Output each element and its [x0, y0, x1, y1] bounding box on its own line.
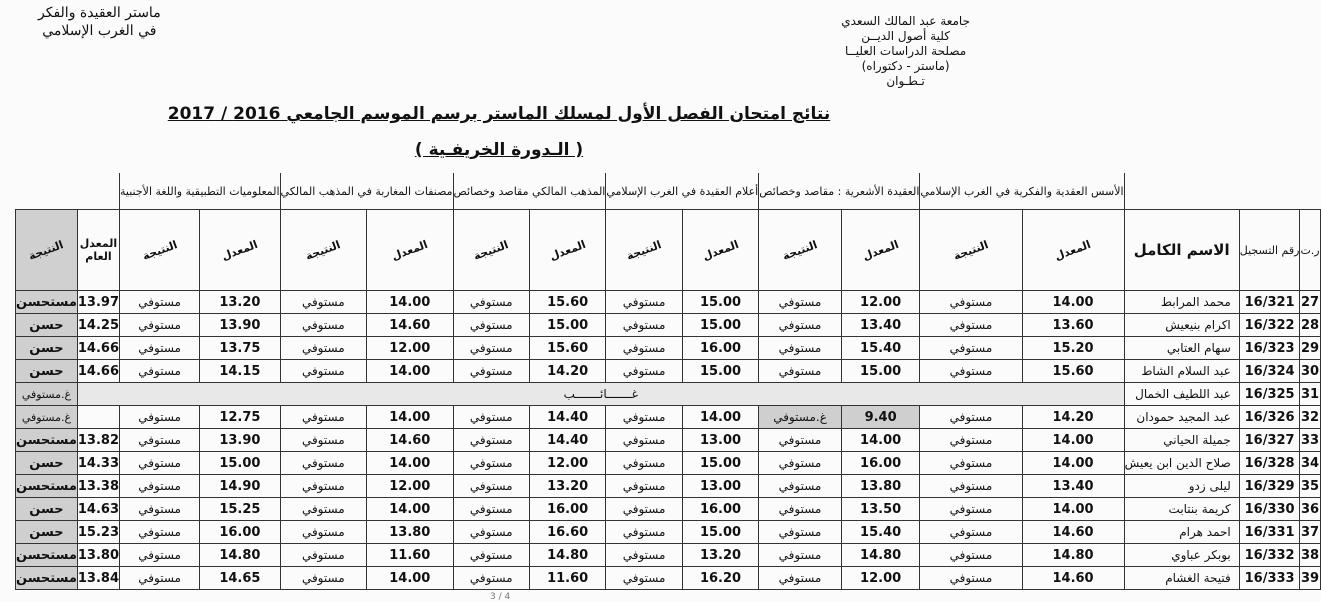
header-line-0: ماستر العقيدة والفكر	[38, 5, 161, 21]
table-row	[16, 567, 1321, 590]
grade-label: المعدل	[860, 237, 901, 263]
module-grade: 13.00	[682, 475, 758, 498]
module-result: مستوفي	[280, 498, 367, 521]
blank-corner-2	[16, 173, 120, 210]
program-header	[38, 4, 161, 40]
module-grade: 15.00	[682, 291, 758, 314]
col-grade	[1022, 210, 1124, 291]
student-name: عبد السلام الشاط	[1124, 360, 1239, 383]
final-result: مستحسن	[16, 475, 78, 498]
col-name: الاسم الكامل	[1124, 210, 1239, 291]
final-result: غ.مستوفي	[16, 383, 78, 406]
module-grade: 14.80	[1022, 544, 1124, 567]
final-result: مستحسن	[16, 544, 78, 567]
general-average: 14.33	[77, 452, 119, 475]
registration-number: 16/332	[1239, 544, 1300, 567]
row-number: 37	[1300, 521, 1320, 544]
grade-label: المعدل	[1053, 237, 1093, 263]
module-result: مستوفي	[280, 475, 367, 498]
module-result: مستوفي	[759, 429, 842, 452]
final-result: حسن	[16, 360, 78, 383]
module-result: مستوفي	[606, 337, 682, 360]
module-result: مستوفي	[120, 406, 200, 429]
registration-number: 16/324	[1239, 360, 1300, 383]
col-result	[920, 210, 1022, 291]
module-result: مستوفي	[453, 406, 529, 429]
module-result: مستوفي	[759, 498, 842, 521]
final-result: مستحسن	[16, 291, 78, 314]
row-number: 31	[1300, 383, 1320, 406]
module-result: مستوفي	[453, 498, 529, 521]
module-grade: 14.00	[1022, 498, 1124, 521]
university-header	[841, 14, 970, 89]
row-number: 36	[1300, 498, 1320, 521]
module-result: مستوفي	[920, 567, 1022, 590]
module-result: مستوفي	[920, 360, 1022, 383]
module-result: مستوفي	[759, 475, 842, 498]
module-result: مستوفي	[606, 521, 682, 544]
module-grade: 9.40	[841, 406, 920, 429]
general-average: 15.23	[77, 521, 119, 544]
module-result: مستوفي	[280, 521, 367, 544]
student-name: اكرام بنيعيش	[1124, 314, 1239, 337]
module-grade: 15.00	[529, 314, 605, 337]
header-line-1: في الغرب الإسلامي	[42, 23, 157, 39]
module-grade: 15.40	[841, 337, 920, 360]
general-average	[77, 406, 119, 429]
result-label: النتيجة	[780, 237, 820, 263]
col-num: ر.ت	[1300, 210, 1320, 291]
result-label: النتيجة	[472, 237, 511, 263]
grade-label: المعدل	[547, 237, 588, 263]
general-average: 13.82	[77, 429, 119, 452]
student-name: سهام العتابي	[1124, 337, 1239, 360]
row-number: 27	[1300, 291, 1320, 314]
col-final-result	[16, 210, 78, 291]
module-result: مستوفي	[759, 521, 842, 544]
registration-number: 16/323	[1239, 337, 1300, 360]
result-label: النتيجة	[304, 237, 343, 263]
module-grade: 15.60	[1022, 360, 1124, 383]
module-grade: 14.65	[200, 567, 280, 590]
final-result-label: النتيجة	[27, 237, 66, 263]
table-row	[16, 406, 1321, 429]
module-result: مستوفي	[120, 498, 200, 521]
module-result: مستوفي	[920, 452, 1022, 475]
col-result	[280, 210, 367, 291]
module-grade: 13.90	[200, 429, 280, 452]
module-grade: 12.00	[841, 567, 920, 590]
module-grade: 15.00	[682, 452, 758, 475]
registration-number: 16/329	[1239, 475, 1300, 498]
module-result: مستوفي	[920, 314, 1022, 337]
module-grade: 12.00	[367, 475, 454, 498]
module-result: مستوفي	[920, 521, 1022, 544]
module-grade: 15.25	[200, 498, 280, 521]
module-grade: 13.60	[1022, 314, 1124, 337]
module-grade: 14.00	[1022, 291, 1124, 314]
student-name: محمد المرابط	[1124, 291, 1239, 314]
row-number: 30	[1300, 360, 1320, 383]
header-line-2: مصلحة الدراسات العليــا	[845, 44, 967, 58]
table-row	[16, 452, 1321, 475]
col-reg: رقم التسجيل	[1239, 210, 1300, 291]
module-result: مستوفي	[920, 406, 1022, 429]
module-result: مستوفي	[453, 314, 529, 337]
table-row	[16, 429, 1321, 452]
module-grade: 13.20	[529, 475, 605, 498]
module-result: مستوفي	[280, 567, 367, 590]
table-row	[16, 383, 1321, 406]
general-average: 14.63	[77, 498, 119, 521]
module-result: مستوفي	[920, 337, 1022, 360]
grade-label: المعدل	[220, 237, 260, 263]
module-grade: 14.20	[1022, 406, 1124, 429]
module-result: مستوفي	[606, 314, 682, 337]
module-grade: 16.00	[529, 498, 605, 521]
module-grade: 14.00	[1022, 452, 1124, 475]
module-grade: 15.00	[200, 452, 280, 475]
module-grade: 11.60	[529, 567, 605, 590]
module-result: مستوفي	[120, 429, 200, 452]
module-grade: 13.00	[682, 429, 758, 452]
page-number: 3 / 4	[490, 592, 511, 602]
module-grade: 13.50	[841, 498, 920, 521]
module-header-2: العقيدة الأشعرية : مقاصد وخصائص	[759, 173, 920, 210]
row-number: 28	[1300, 314, 1320, 337]
module-result: مستوفي	[120, 475, 200, 498]
row-number: 38	[1300, 544, 1320, 567]
module-result: مستوفي	[120, 567, 200, 590]
final-result: مستحسن	[16, 429, 78, 452]
module-grade: 15.00	[682, 521, 758, 544]
module-result: مستوفي	[453, 337, 529, 360]
general-average: 14.25	[77, 314, 119, 337]
table-row	[16, 360, 1321, 383]
final-result: غ.مستوفي	[16, 406, 78, 429]
row-number: 29	[1300, 337, 1320, 360]
module-grade: 13.90	[200, 314, 280, 337]
module-result: مستوفي	[606, 567, 682, 590]
table-row	[16, 498, 1321, 521]
general-average: 14.66	[77, 337, 119, 360]
module-result: مستوفي	[759, 314, 842, 337]
col-grade	[841, 210, 920, 291]
row-number: 33	[1300, 429, 1320, 452]
col-grade	[200, 210, 280, 291]
final-result: حسن	[16, 314, 78, 337]
module-grade: 15.00	[682, 314, 758, 337]
module-result: مستوفي	[606, 498, 682, 521]
module-result: مستوفي	[120, 337, 200, 360]
module-grade: 13.80	[367, 521, 454, 544]
module-header-5: مصنفات المغاربة في المذهب المالكي	[280, 173, 453, 210]
module-grade: 15.60	[529, 337, 605, 360]
col-result	[453, 210, 529, 291]
module-result: مستوفي	[120, 291, 200, 314]
general-average: 13.38	[77, 475, 119, 498]
header-line-3: (ماستر - دكتوراه)	[861, 59, 950, 73]
module-result: مستوفي	[920, 544, 1022, 567]
final-result: حسن	[16, 521, 78, 544]
module-grade: 14.80	[200, 544, 280, 567]
module-grade: 13.20	[200, 291, 280, 314]
module-grade: 14.00	[367, 406, 454, 429]
module-result: مستوفي	[453, 567, 529, 590]
module-grade: 14.60	[367, 429, 454, 452]
module-result: مستوفي	[759, 452, 842, 475]
module-header-4: المذهب المالكي مقاصد وخصائص	[453, 173, 606, 210]
module-result: مستوفي	[606, 360, 682, 383]
table-row	[16, 337, 1321, 360]
module-grade: 14.60	[1022, 567, 1124, 590]
student-name: احمد هرام	[1124, 521, 1239, 544]
module-header-3: أعلام العقيدة في الغرب الإسلامي	[606, 173, 759, 210]
col-grade	[367, 210, 454, 291]
module-result: مستوفي	[606, 475, 682, 498]
general-average: 14.66	[77, 360, 119, 383]
module-result: مستوفي	[606, 544, 682, 567]
module-result: مستوفي	[453, 521, 529, 544]
module-result: مستوفي	[120, 360, 200, 383]
module-result: مستوفي	[280, 429, 367, 452]
registration-number: 16/331	[1239, 521, 1300, 544]
registration-number: 16/325	[1239, 383, 1300, 406]
module-result: مستوفي	[120, 544, 200, 567]
col-result	[606, 210, 682, 291]
document-title: نتائج امتحان الفصل الأول لمسلك الماستر برسم الموسم الجامعي 2016 / 2017	[167, 104, 831, 124]
general-average: 13.84	[77, 567, 119, 590]
module-grade: 14.00	[1022, 429, 1124, 452]
results-table	[15, 173, 1321, 590]
module-grade: 14.60	[1022, 521, 1124, 544]
module-grade: 14.00	[682, 406, 758, 429]
module-grade: 12.00	[367, 337, 454, 360]
module-grade: 14.90	[200, 475, 280, 498]
document-subtitle: ( الـدورة الخريفـية )	[414, 140, 584, 160]
registration-number: 16/326	[1239, 406, 1300, 429]
table-row	[16, 544, 1321, 567]
module-grade: 14.80	[529, 544, 605, 567]
registration-number: 16/328	[1239, 452, 1300, 475]
header-line-1: كلية أصول الديــن	[861, 29, 950, 43]
module-result: مستوفي	[759, 291, 842, 314]
module-grade: 13.40	[1022, 475, 1124, 498]
module-result: مستوفي	[280, 314, 367, 337]
result-label: النتيجة	[951, 237, 991, 263]
module-grade: 14.00	[367, 567, 454, 590]
row-number: 35	[1300, 475, 1320, 498]
col-grade	[529, 210, 605, 291]
registration-number: 16/322	[1239, 314, 1300, 337]
registration-number: 16/321	[1239, 291, 1300, 314]
final-result: حسن	[16, 452, 78, 475]
module-grade: 12.00	[529, 452, 605, 475]
table-row	[16, 314, 1321, 337]
module-grade: 14.40	[529, 406, 605, 429]
module-grade: 12.00	[841, 291, 920, 314]
module-result: مستوفي	[120, 314, 200, 337]
module-grade: 12.75	[200, 406, 280, 429]
grade-label: المعدل	[700, 237, 741, 263]
module-result: مستوفي	[453, 475, 529, 498]
module-result: مستوفي	[280, 406, 367, 429]
general-average: 13.80	[77, 544, 119, 567]
col-result	[120, 210, 200, 291]
student-name: عبد اللطيف الخمال	[1124, 383, 1239, 406]
module-result: مستوفي	[453, 291, 529, 314]
module-result: مستوفي	[759, 544, 842, 567]
student-name: عبد المجيد حمودان	[1124, 406, 1239, 429]
module-grade: 14.40	[529, 429, 605, 452]
module-grade: 16.00	[682, 498, 758, 521]
header-line-0: جامعة عبد المالك السعدي	[841, 14, 970, 28]
module-result: مستوفي	[920, 475, 1022, 498]
student-name: فتيحة الغشام	[1124, 567, 1239, 590]
module-result: مستوفي	[280, 291, 367, 314]
module-grade: 14.80	[841, 544, 920, 567]
module-grade: 14.20	[529, 360, 605, 383]
module-grade: 14.60	[367, 314, 454, 337]
general-average: 13.97	[77, 291, 119, 314]
col-result	[759, 210, 842, 291]
table-row	[16, 521, 1321, 544]
student-name: كريمة بنتابت	[1124, 498, 1239, 521]
absent-cell: غـــــــائـــــــب	[77, 383, 1124, 406]
result-label: النتيجة	[140, 237, 179, 263]
module-grade: 16.20	[682, 567, 758, 590]
module-result: مستوفي	[280, 337, 367, 360]
module-grade: 11.60	[367, 544, 454, 567]
module-result: مستوفي	[280, 544, 367, 567]
module-grade: 14.15	[200, 360, 280, 383]
module-result: مستوفي	[920, 498, 1022, 521]
module-grade: 14.00	[367, 291, 454, 314]
module-grade: 14.00	[367, 452, 454, 475]
final-result: حسن	[16, 337, 78, 360]
module-grade: 16.00	[841, 452, 920, 475]
module-header-1: الأسس العقدية والفكرية في الغرب الإسلامي	[920, 173, 1124, 210]
module-result: مستوفي	[120, 452, 200, 475]
module-grade: 15.00	[682, 360, 758, 383]
module-result: مستوفي	[920, 291, 1022, 314]
module-result: مستوفي	[606, 452, 682, 475]
module-grade: 16.60	[529, 521, 605, 544]
module-result: مستوفي	[453, 452, 529, 475]
module-grade: 14.00	[367, 360, 454, 383]
module-result: غ.مستوفي	[759, 406, 842, 429]
module-grade: 15.20	[1022, 337, 1124, 360]
module-result: مستوفي	[280, 452, 367, 475]
module-grade: 16.00	[682, 337, 758, 360]
blank-corner	[1124, 173, 1320, 210]
module-result: مستوفي	[453, 429, 529, 452]
module-header-6: المعلوميات التطبيقية واللغة الأجنبية	[120, 173, 281, 210]
col-grade	[682, 210, 758, 291]
final-result: حسن	[16, 498, 78, 521]
module-grade: 15.00	[841, 360, 920, 383]
module-result: مستوفي	[453, 544, 529, 567]
module-result: مستوفي	[920, 429, 1022, 452]
student-name: جميلة الحياني	[1124, 429, 1239, 452]
module-grade: 15.40	[841, 521, 920, 544]
row-number: 32	[1300, 406, 1320, 429]
module-result: مستوفي	[606, 406, 682, 429]
module-grade: 16.00	[200, 521, 280, 544]
final-result: مستحسن	[16, 567, 78, 590]
module-grade: 13.75	[200, 337, 280, 360]
module-result: مستوفي	[120, 521, 200, 544]
module-grade: 15.60	[529, 291, 605, 314]
module-grade: 14.00	[367, 498, 454, 521]
table-row	[16, 475, 1321, 498]
row-number: 39	[1300, 567, 1320, 590]
module-result: مستوفي	[453, 360, 529, 383]
module-grade: 14.00	[841, 429, 920, 452]
module-result: مستوفي	[759, 567, 842, 590]
module-result: مستوفي	[759, 360, 842, 383]
module-grade: 13.20	[682, 544, 758, 567]
module-grade: 13.40	[841, 314, 920, 337]
registration-number: 16/330	[1239, 498, 1300, 521]
student-name: صلاح الدين ابن يعيش	[1124, 452, 1239, 475]
student-name: بوبكر عباوي	[1124, 544, 1239, 567]
module-result: مستوفي	[606, 429, 682, 452]
module-result: مستوفي	[759, 337, 842, 360]
row-number: 34	[1300, 452, 1320, 475]
col-general-avg: المعدل العام	[77, 210, 119, 291]
student-name: ليلى زدو	[1124, 475, 1239, 498]
module-result: مستوفي	[606, 291, 682, 314]
registration-number: 16/333	[1239, 567, 1300, 590]
module-result: مستوفي	[280, 360, 367, 383]
result-label: النتيجة	[624, 237, 664, 263]
table-row	[16, 291, 1321, 314]
module-grade: 13.80	[841, 475, 920, 498]
grade-label: المعدل	[389, 237, 430, 263]
registration-number: 16/327	[1239, 429, 1300, 452]
header-line-4: تـطـوان	[886, 74, 925, 88]
